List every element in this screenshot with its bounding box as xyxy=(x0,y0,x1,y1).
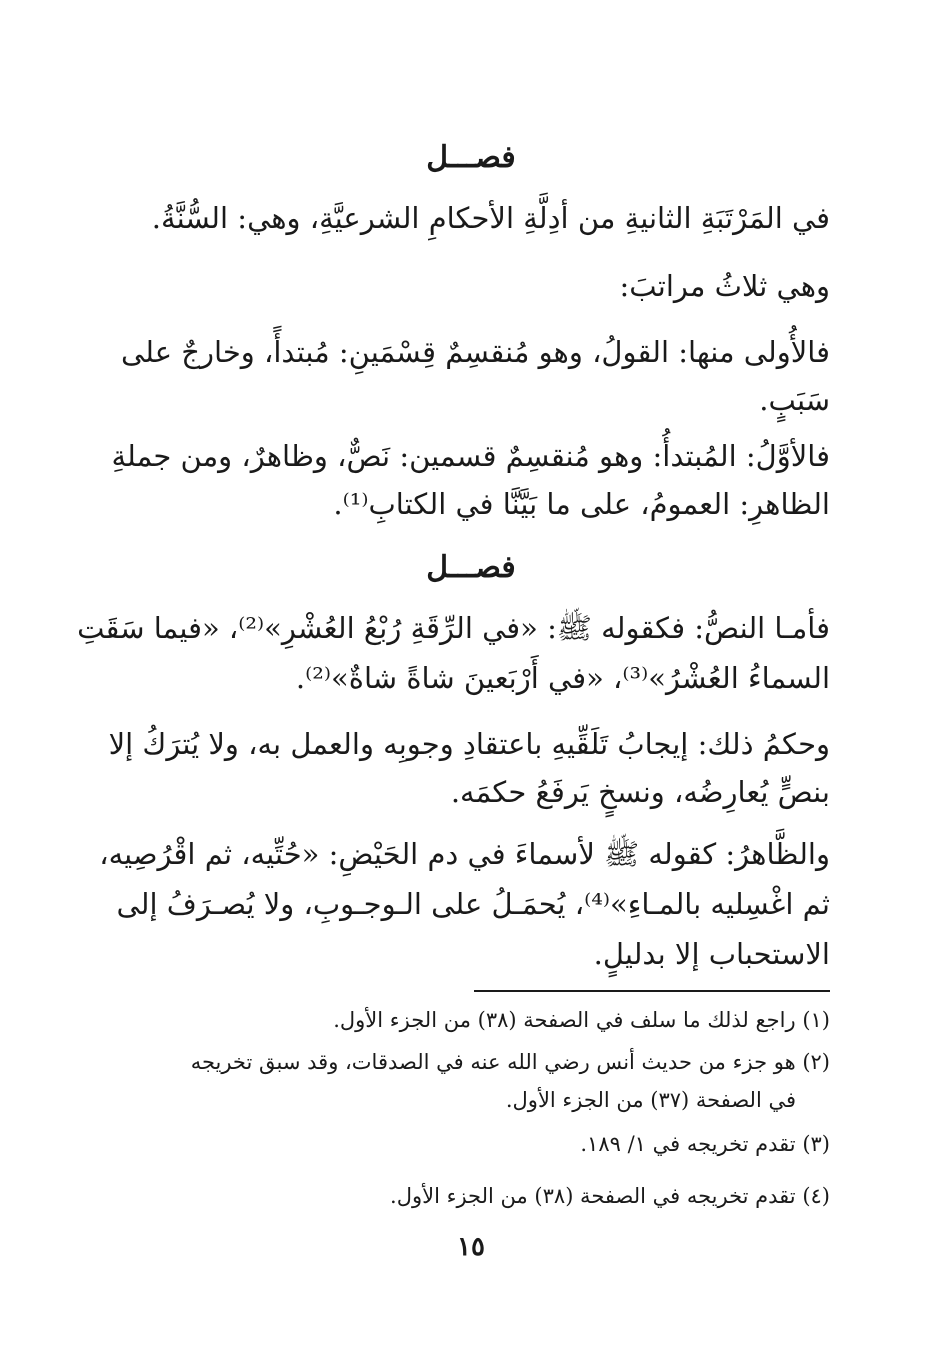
footnote: (٤) تقدم تخريجه في الصفحة (٣٨) من الجزء الأول. xyxy=(390,1184,830,1208)
section-heading-text: فصـــل xyxy=(426,140,516,175)
section-heading-text: فصـــل xyxy=(426,550,516,585)
body-line: في المَرْتَبَةِ الثانيةِ من أدِلَّةِ الأحكامِ الشرعيَّةِ، وهي: السُّنَّةُ. xyxy=(151,201,830,235)
footnote-continuation: في الصفحة (٣٧) من الجزء الأول. xyxy=(505,1088,796,1112)
footnote: (١) راجع لذلك ما سلف في الصفحة (٣٨) من الجزء الأول. xyxy=(333,1008,830,1032)
body-line: والظَّاهرُ: كقوله ﷺ لأسماءَ في دم الحَيْضِ: «حُتِّيه، ثم اقْرُصِيه، xyxy=(99,837,830,871)
body-line: بنصٍّ يُعارِضُه، ونسخٍ يَرفَعُ حكمَه. xyxy=(450,775,830,809)
body-line: الاستحباب إلا بدليلٍ. xyxy=(593,937,830,971)
page-number: ١٥ xyxy=(457,1232,485,1262)
body-line: السماءُ العُشْرُ»⁽³⁾، «في أَرْبَعينَ شاةً شاةٌ»⁽²⁾. xyxy=(295,661,830,695)
body-line: وهي ثلاثُ مراتبَ: xyxy=(619,269,830,303)
footnote-separator xyxy=(474,990,830,992)
body-line: الظاهرِ: العمومُ، على ما بَيَّنَّا في الكتابِ⁽¹⁾. xyxy=(333,487,830,521)
footnote: (٢) هو جزء من حديث أنس رضي الله عنه في الصدقات، وقد سبق تخريجه xyxy=(190,1050,830,1074)
body-line: ثم اغْسِليه بالمـاءِ»⁽⁴⁾، يُحمَـلُ على الـوجـوبِ، ولا يُصـرَفُ إلى xyxy=(116,887,830,921)
section-heading xyxy=(0,140,942,175)
section-heading xyxy=(0,550,942,585)
body-line: سَبَبٍ. xyxy=(759,383,830,417)
body-line: فالأُولى منها: القولُ، وهو مُنقسِمٌ قِسْمَينِ: مُبتدأً، وخارجٌ على xyxy=(121,335,830,369)
body-line: فالأوَّلُ: المُبتدأُ: وهو مُنقسِمٌ قسمين: نَصٌّ، وظاهرٌ، ومن جملةِ xyxy=(111,439,830,473)
body-line: فأمـا النصُّ: فكقوله ﷺ: «في الرِّقَةِ رُبْعُ العُشْرِ»⁽²⁾، «فيما سَقَتِ xyxy=(77,611,830,645)
body-line: وحكمُ ذلك: إيجابُ تَلَقِّيهِ باعتقادِ وجوبِه والعمل به، ولا يُترَكُ إلا xyxy=(108,727,830,761)
footnote: (٣) تقدم تخريجه في ١/ ١٨٩. xyxy=(580,1132,830,1156)
